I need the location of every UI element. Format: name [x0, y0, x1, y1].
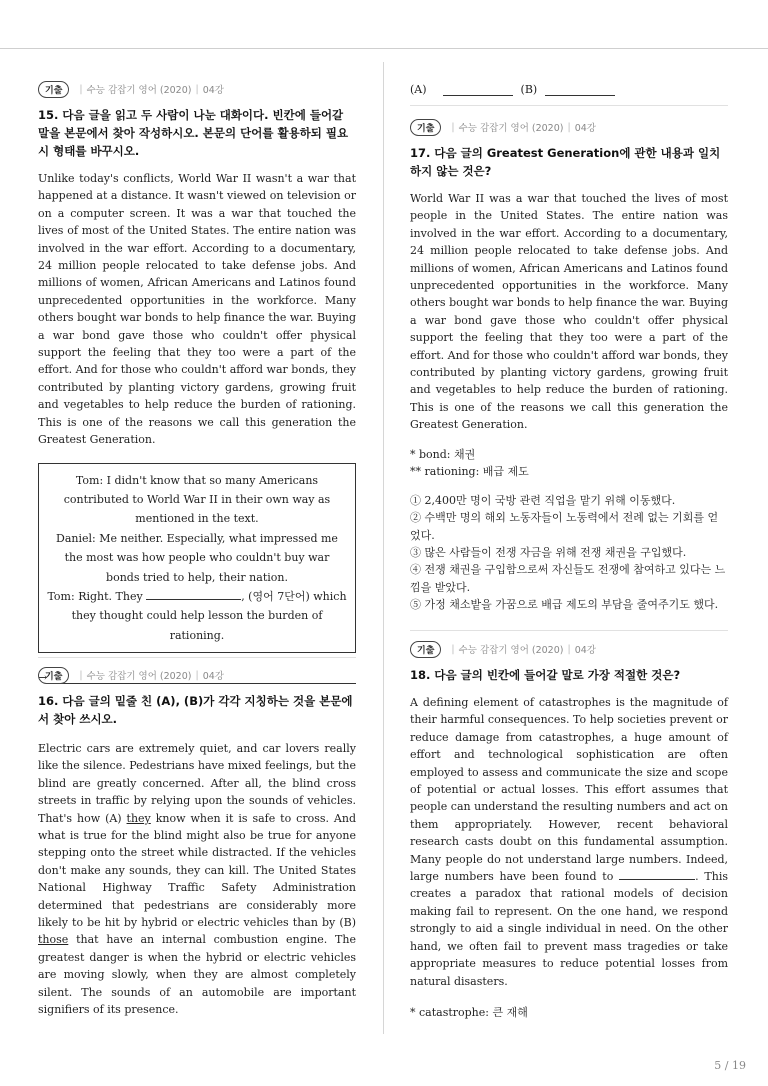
question-title: 17. 다음 글의 Greatest Generation에 관한 내용과 일치하지 않는 것은?	[410, 146, 721, 178]
answer-a-label: (A)	[410, 83, 427, 96]
header-rule	[0, 48, 768, 49]
source-badge: 기출	[410, 641, 441, 658]
choices	[410, 492, 728, 614]
source-lesson: 04강	[574, 645, 596, 656]
question-16	[38, 666, 356, 1019]
source-lesson: 04강	[202, 671, 224, 682]
source-lesson: 04강	[202, 85, 224, 96]
footnote: ** rationing: 배급 제도	[410, 464, 529, 478]
source-book: 수능 감잡기 영어 (2020)	[458, 645, 564, 656]
source-badge: 기출	[410, 119, 441, 136]
source-tag: 기출 | 수능 감잡기 영어 (2020) | 04강	[410, 640, 728, 658]
choice-3[interactable]: ③ 많은 사람들이 전쟁 자금을 위해 전쟁 채권을 구입했다.	[410, 545, 687, 559]
source-lesson: 04강	[574, 123, 596, 134]
choice-2[interactable]: ② 수백만 명의 해외 노동자들이 노동력에서 전례 없는 기회를 얻었다.	[410, 511, 719, 542]
passage: A defining element of catastrophes is the magnitude of their harmful consequences. To help societies prevent or reduce damage from catastrophes, a huge amount of effort and technological sophistication are often employed to assess and communicate the size and scope of potential or actual losses. This effort assumes that people can understand the resulting numbers and act on them appropriately. However, recent behavioral research casts doubt on this fundamental assumption. Many people do not understand large numbers. Indeed, large numbers have been found to . This creates a paradox that rational models of decision making fail to represent. On the one hand, we respond strongly to aid a single individual in need. On the other hand, we often fail to prevent mass tragedies or take appropriate measures to reduce potential losses from natural disasters.	[410, 696, 728, 988]
dialogue-line: Tom: Right. They , (영어 7단어) which they thought could help lesson the burden of rationing.	[47, 589, 347, 642]
underlined-b: those	[38, 933, 69, 947]
passage: Unlike today's conflicts, World War II wasn't a war that happened at a distance. It wasn't viewed on television or on a computer screen. It was a war that touched the lives of most of the United States. The entire nation was involved in the war effort. According to a documentary, 24 million people relocated to take defense jobs. And millions of women, African Americans and Latinos found unprecedented opportunities in the workforce. Many others bought war bonds to help finance the war. Buying a war bond gave those who couldn't offer physical support the feeling that they too were a part of the effort. And for those who couldn't afford war bonds, they contributed by planting victory gardens, growing fruit and vegetables to help reduce the burden of rationing. This is one of the reasons we call this generation the Greatest Generation.	[38, 172, 356, 447]
footnote: * bond: 채권	[410, 447, 476, 461]
column-divider	[383, 62, 384, 1034]
choice-4[interactable]: ④ 전쟁 채권을 구입함으로써 자신들도 전쟁에 참여하고 있다는 느낌을 받았다.	[410, 563, 726, 594]
answer-blank	[146, 588, 241, 600]
underlined-a: they	[126, 811, 151, 825]
section-divider	[410, 630, 728, 631]
source-badge: 기출	[38, 667, 69, 684]
question-18	[410, 640, 728, 1021]
dialogue-line: Daniel: Me neither. Especially, what impressed me the most was how people who couldn't buy war bonds tried to help, their nation.	[56, 531, 338, 584]
question-title: 18. 다음 글의 빈칸에 들어갈 말로 가장 적절한 것은?	[410, 668, 681, 682]
footnote: * catastrophe: 큰 재해	[410, 1005, 528, 1019]
dialogue-box	[38, 463, 356, 654]
source-book: 수능 감잡기 영어 (2020)	[86, 85, 192, 96]
choice-1[interactable]: ① 2,400만 명이 국방 관련 직업을 맡기 위해 이동했다.	[410, 493, 676, 507]
answer-blank	[619, 868, 695, 880]
source-tag: 기출 | 수능 감잡기 영어 (2020) | 04강	[38, 666, 356, 684]
arrow-icon: →	[38, 671, 48, 685]
section-divider	[38, 657, 356, 658]
footnotes	[410, 446, 728, 480]
source-book: 수능 감잡기 영어 (2020)	[458, 123, 564, 134]
answer-b-label: (B)	[520, 83, 538, 96]
question-title: 15. 다음 글을 읽고 두 사람이 나눈 대화이다. 빈칸에 들어갈 말을 본문에서 찾아 작성하시오. 본문의 단어를 활용하되 필요시 형태를 바꾸시오.	[38, 108, 349, 158]
page-number: 5 / 19	[714, 1059, 746, 1072]
question-17	[410, 118, 728, 614]
question-title: 16. 다음 글의 밑줄 친 (A), (B)가 각각 지칭하는 것을 본문에서 찾아 쓰시오.	[38, 694, 353, 726]
passage: World War II was a war that touched the lives of most people in the United States. The entire nation was involved in the war effort. According to a documentary, 24 million people relocated to take defense jobs. And millions of women, African Americans and Latinos found unprecedented opportunities in the workforce. Many others bought war bonds to help finance the war. Buying a war bond gave those who couldn't offer physical support the feeling that they too were a part of the effort. And for those who couldn't afford war bonds, they contributed by planting victory gardens, growing fruit and vegetables to help reduce the burden of rationing. This is one of the reasons we call this generation the Greatest Generation.	[410, 192, 728, 432]
source-tag: 기출 | 수능 감잡기 영어 (2020) | 04강	[38, 80, 356, 98]
choice-5[interactable]: ⑤ 가정 채소밭을 가꿈으로 배급 제도의 부담을 줄여주기도 했다.	[410, 598, 719, 612]
question-15	[38, 80, 356, 684]
dialogue-line: Tom: I didn't know that so many Americans contributed to World War II in their own way as mentioned in the text.	[63, 473, 331, 526]
source-book: 수능 감잡기 영어 (2020)	[86, 671, 192, 682]
section-divider	[410, 105, 728, 106]
source-badge: 기출	[38, 81, 69, 98]
q16-answer-line	[410, 78, 728, 96]
source-tag: 기출 | 수능 감잡기 영어 (2020) | 04강	[410, 118, 728, 136]
passage: Electric cars are extremely quiet, and car lovers really like the silence. Pedestrians have mixed feelings, but the blind are greatly concerned. After all, the blind cross streets in traffic by relying upon the sounds of vehicles. That's how (A) they know when it is safe to cross. And what is true for the blind might also be true for anyone stepping onto the street while distracted. If the vehicles don't make any sounds, they can kill. The United States National Highway Traffic Safety Administration determined that pedestrians are considerably more likely to be hit by hybrid or electric vehicles than by (B) those that have an internal combustion engine. The greatest danger is when the hybrid or electric vehicles are moving slowly, when they are almost completely silent. The sounds of an automobile are important signifiers of its presence.	[38, 742, 356, 1017]
